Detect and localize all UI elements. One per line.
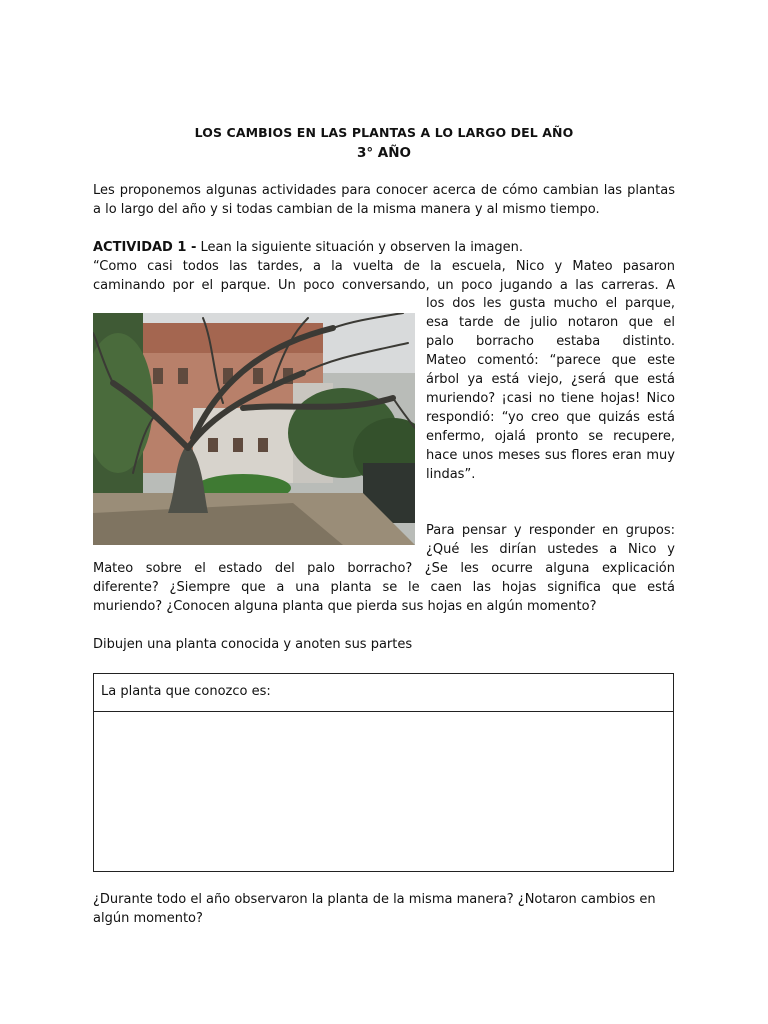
story-line: muriendo? ¡casi no tiene hojas! Nico bbox=[426, 391, 675, 406]
drawing-area[interactable] bbox=[94, 712, 673, 872]
page-subtitle: 3° AÑO bbox=[356, 145, 412, 161]
activity-instruction: Lean la siguiente situación y observen la imagen. bbox=[200, 240, 524, 255]
drawing-box-label: La planta que conozco es: bbox=[94, 674, 673, 712]
intro-paragraph: Les proponemos algunas actividades para conocer acerca de cómo cambian las plantas a lo largo del año y si todas cambian de la misma manera y al mismo tiempo. bbox=[93, 183, 675, 217]
think-line: Mateo sobre el estado del palo borracho? ¿Se les ocurre alguna explicación bbox=[93, 561, 675, 576]
drawing-box bbox=[93, 673, 674, 872]
think-paragraph-side bbox=[426, 521, 675, 559]
think-line: ¿Qué les dirían ustedes a Nico y bbox=[426, 542, 675, 557]
story-line: caminando por el parque. Un poco conversando, un poco jugando a las carreras. A bbox=[93, 278, 675, 293]
story-line: “Como casi todos las tardes, a la vuelta de la escuela, Nico y Mateo pasaron bbox=[93, 259, 675, 274]
think-line: muriendo? ¿Conocen alguna planta que pierda sus hojas en algún momento? bbox=[93, 599, 597, 614]
activity-heading bbox=[93, 238, 675, 257]
activity-label: ACTIVIDAD 1 - bbox=[93, 240, 197, 255]
story-paragraph-top bbox=[93, 257, 675, 295]
story-line: enfermo, ojalá pronto se recupere, bbox=[426, 429, 675, 444]
palo-borracho-photo bbox=[93, 313, 415, 545]
story-paragraph-side bbox=[426, 294, 675, 484]
story-line: árbol ya está viejo, ¿será que está bbox=[426, 372, 675, 387]
story-line: los dos les gusta mucho el parque, bbox=[426, 296, 675, 311]
story-line: esa tarde de julio notaron que el bbox=[426, 315, 675, 330]
story-line: palo borracho estaba distinto. bbox=[426, 334, 675, 349]
page-title: LOS CAMBIOS EN LAS PLANTAS A LO LARGO DEL AÑO bbox=[194, 125, 574, 140]
story-line: lindas”. bbox=[426, 467, 476, 482]
story-line: respondió: “yo creo que quizás está bbox=[426, 410, 675, 425]
think-paragraph-full bbox=[93, 559, 675, 616]
closing-question: ¿Durante todo el año observaron la planta de la misma manera? ¿Notaron cambios en algún momento? bbox=[93, 892, 656, 926]
story-line: hace unos meses sus flores eran muy bbox=[426, 448, 675, 463]
story-line: Mateo comentó: “parece que este bbox=[426, 353, 675, 368]
draw-instruction: Dibujen una planta conocida y anoten sus partes bbox=[93, 637, 413, 652]
think-line: diferente? ¿Siempre que a una planta se le caen las hojas significa que está bbox=[93, 580, 675, 595]
think-line: Para pensar y responder en grupos: bbox=[426, 523, 675, 538]
